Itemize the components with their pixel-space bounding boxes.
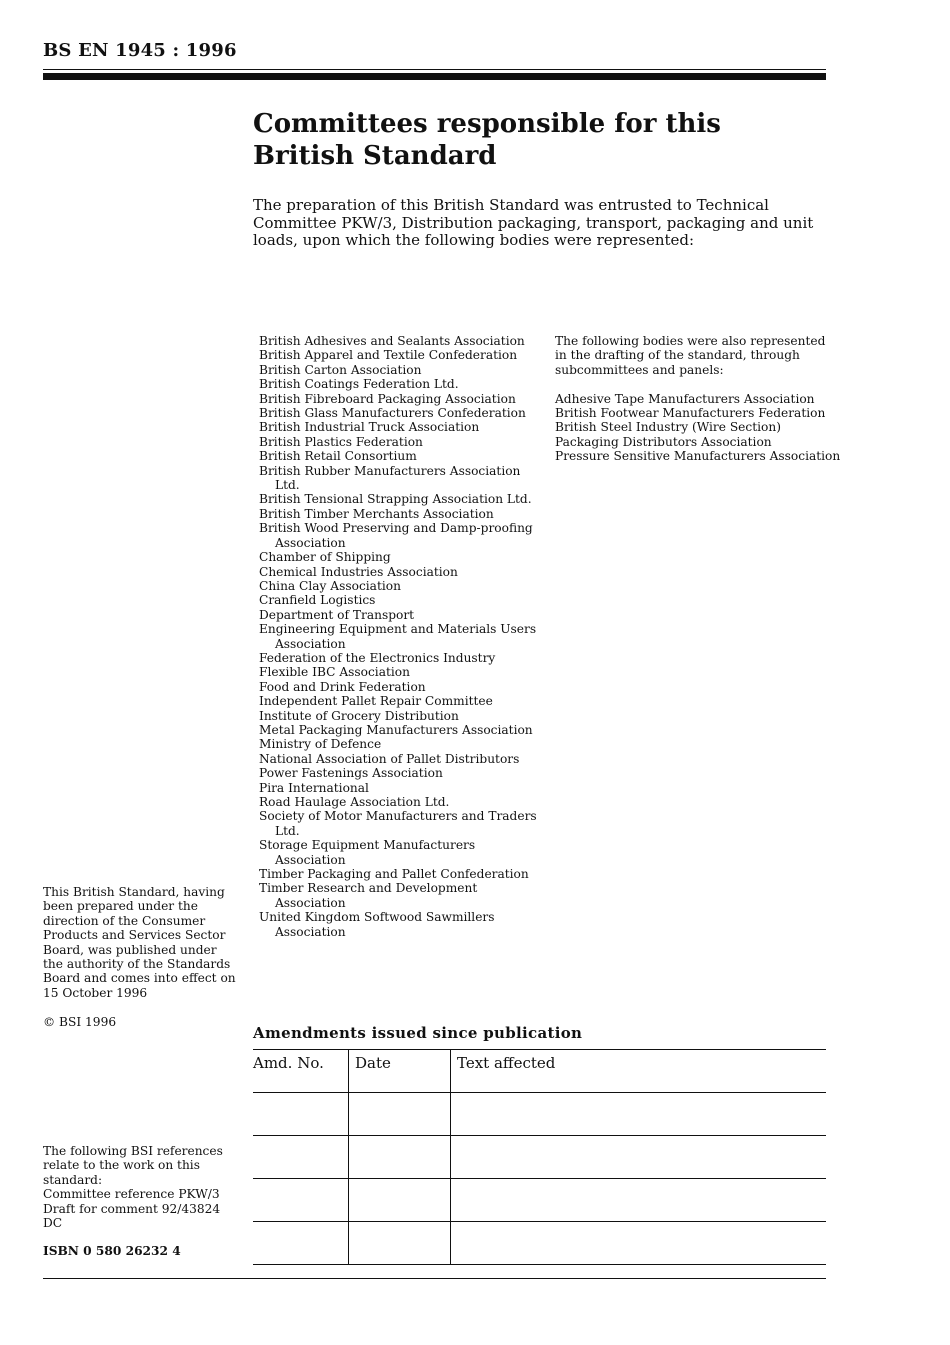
page-title-line-1: Committees responsible for this [253,109,721,139]
table-row [253,1136,826,1179]
bsi-references [43,1144,243,1230]
represented-bodies-list [259,334,539,939]
committee-reference: Committee reference PKW/3 [43,1187,220,1202]
effective-date: 15 October 1996 [43,985,148,1000]
list-item: Cranfield Logistics [259,593,376,608]
list-item: British Industrial Truck Association [259,420,480,435]
header-rule-thick [43,73,826,80]
list-item: British Steel Industry (Wire Section) [555,420,781,435]
list-item: British Adhesives and Sealants Association [259,334,525,348]
table-cell [253,1179,349,1222]
list-item: National Association of Pallet Distributors [259,751,520,766]
list-item: Pressure Sensitive Manufacturers Association [555,449,841,464]
list-item: Storage Equipment Manufacturers Association [259,838,476,867]
table-cell [349,1093,451,1136]
table-cell [451,1093,827,1136]
list-item: United Kingdom Softwood Sawmillers Association [259,910,495,939]
list-item: Flexible IBC Association [259,665,410,680]
list-item: Road Haulage Association Ltd. [259,795,450,809]
draft-reference: Draft for comment 92/43824 DC [43,1201,221,1231]
list-item: British Tensional Strapping Association Ltd. [259,492,532,507]
list-item: British Timber Merchants Association [259,506,494,521]
table-row [253,1222,826,1265]
list-item: British Rubber Manufacturers Association Ltd. [259,463,521,493]
list-item: Society of Motor Manufacturers and Traders Ltd. [259,809,537,838]
page-title [253,108,813,172]
list-item: Chemical Industries Association [259,564,458,579]
list-item: Adhesive Tape Manufacturers Association [555,391,815,406]
list-item: Federation of the Electronics Industry [259,650,496,665]
list-item: British Footwear Manufacturers Federation [555,406,826,421]
list-item: British Plastics Federation [259,434,423,449]
list-item: Department of Transport [259,607,415,622]
table-cell [451,1136,827,1179]
amendments-table [253,1049,826,1265]
bsi-references-intro: The following BSI references relate to the work on this standard: [43,1144,223,1187]
publication-note [43,885,238,1000]
list-item: Pira International [259,780,369,795]
document-id: BS EN 1945 : 1996 [43,40,237,61]
list-item: British Wood Preserving and Damp-proofing Association [259,521,533,550]
also-represented-section [555,334,841,464]
list-item: Independent Pallet Repair Committee [259,694,493,709]
list-item: Food and Drink Federation [259,679,426,694]
list-item: Engineering Equipment and Materials Users Association [259,622,537,651]
page-title-line-2: British Standard [253,141,497,171]
list-item: Timber Packaging and Pallet Confederation [259,867,529,882]
table-cell [349,1179,451,1222]
header-rule-thin [43,69,826,70]
list-item: Timber Research and Development Association [259,881,478,910]
list-item: China Clay Association [259,578,401,593]
intro-paragraph: The preparation of this British Standard was entrusted to Technical Committee PKW/3, Distribution packaging, transport, packaging and unit loads, upon which the following bodies were represented: [253,196,814,249]
list-item: Chamber of Shipping [259,550,391,565]
table-row [253,1179,826,1222]
amendments-title: Amendments issued since publication [253,1024,583,1042]
list-item: British Apparel and Textile Confederation [259,348,518,363]
column-header-text-affected: Text affected [451,1050,827,1093]
list-item: Ministry of Defence [259,737,382,752]
table-cell [349,1136,451,1179]
table-cell [253,1136,349,1179]
list-item: Metal Packaging Manufacturers Association [259,722,533,737]
column-header-date: Date [349,1050,451,1093]
table-cell [451,1222,827,1265]
list-item: Power Fastenings Association [259,766,443,781]
table-cell [253,1093,349,1136]
publication-note-text: This British Standard, having been prepared under the direction of the Consumer Products and Services Sector Board, was published under the authority of the Standards Board and comes into effect on [43,885,236,986]
isbn: ISBN 0 580 26232 4 [43,1244,181,1258]
amendments-header-row [253,1050,826,1093]
copyright-notice: © BSI 1996 [43,1015,117,1029]
list-item: British Carton Association [259,362,422,377]
table-cell [451,1179,827,1222]
table-cell [349,1222,451,1265]
list-item: British Coatings Federation Ltd. [259,377,459,392]
column-header-amd-no: Amd. No. [253,1050,349,1093]
table-row [253,1093,826,1136]
also-represented-intro: The following bodies were also represented in the drafting of the standard, through subcommittees and panels: [555,334,826,377]
list-item: British Fibreboard Packaging Association [259,391,516,406]
list-item: British Retail Consortium [259,449,417,464]
also-represented-list [555,391,841,464]
list-item: Institute of Grocery Distribution [259,708,459,723]
footer-rule [43,1278,826,1279]
list-item: British Glass Manufacturers Confederation [259,406,526,421]
table-cell [253,1222,349,1265]
list-item: Packaging Distributors Association [555,434,772,449]
